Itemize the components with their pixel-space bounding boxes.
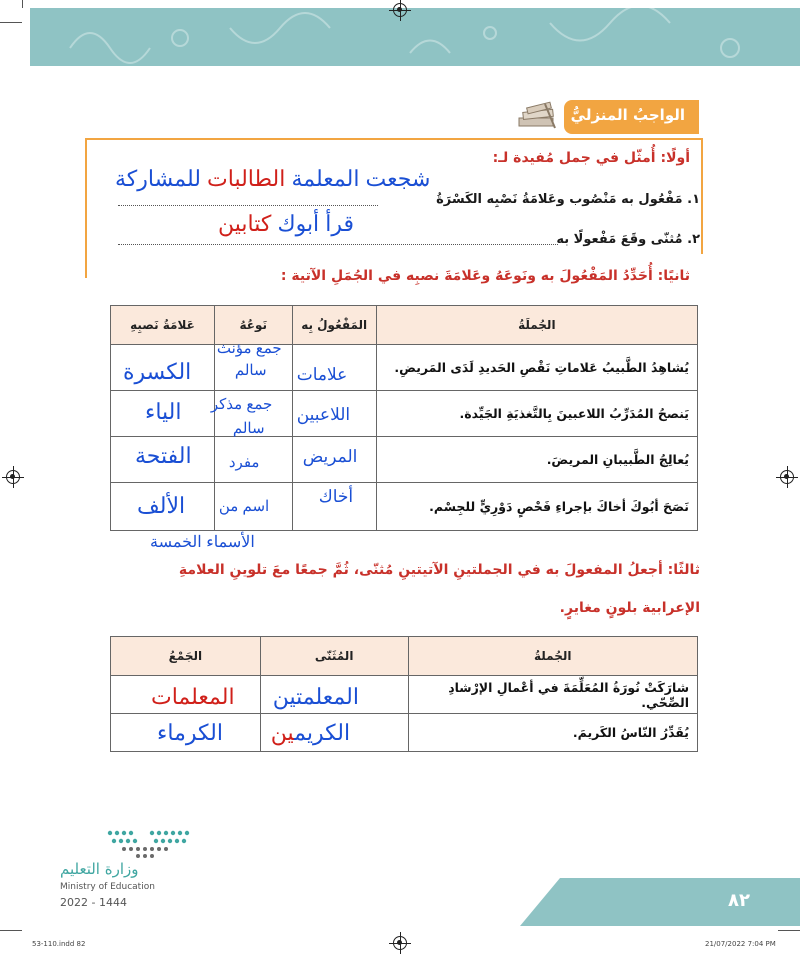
item1-answer-part: شجعت المعلمة (285, 166, 431, 191)
header-sign: عَلامَةُ نَصبِهِ (111, 306, 215, 345)
homework-tab (564, 100, 699, 134)
header-object: المَفْعُولُ بِه (292, 306, 376, 345)
object-cell (292, 483, 376, 531)
sentence-cell: يُقَدِّرُ النّاسُ الكَريمَ. (408, 714, 697, 752)
ministry-name-en: Ministry of Education (60, 882, 155, 892)
table-row (111, 391, 698, 437)
dual-cell (260, 714, 408, 752)
plural-cell (111, 676, 261, 714)
section2-title: ثانيًا: أُحَدِّدُ المَفْعُولَ به ونَوعَهُ وعَلامَةَ نصبِه في الجُمَلِ الآتية : (280, 268, 690, 284)
sign-cell (111, 345, 215, 391)
page-number: ٨٢ (728, 890, 750, 911)
dual-stem: الكريم (294, 720, 351, 745)
type-answer: مفرد (228, 454, 260, 471)
table-row (111, 483, 698, 531)
object-answer: أخاك (318, 487, 354, 506)
table-row (111, 437, 698, 483)
crop-mark (0, 930, 22, 931)
plural-cell (111, 714, 261, 752)
type-cell (214, 340, 292, 391)
crop-mark (778, 930, 800, 931)
object-answer: المريض (302, 447, 358, 466)
item1-answer-highlight: الطالبات (207, 166, 286, 191)
type-answer: سالم (232, 420, 265, 437)
section-frame-left (85, 138, 87, 278)
object-cell (292, 391, 376, 437)
plural-stem: الكرما (167, 720, 223, 745)
object-answer: اللاعبين (296, 405, 351, 424)
ministry-name-ar: وزارة التعليم (60, 860, 139, 878)
sentence-cell: يَنصحُ المُدَرِّبُ اللاعبينَ بِالتَّغذيَةِ الجَيِّدة. (376, 391, 697, 437)
file-slug: 53-110.indd 82 (32, 940, 86, 948)
plural-ending: ء (157, 720, 168, 745)
dual-ending: ين (272, 684, 297, 709)
section3-title-continued: الإعرابية بلونٍ مغايرٍ. (559, 600, 700, 616)
sign-answer: الياء (145, 399, 182, 424)
type-cell (210, 391, 292, 437)
type-answer: اسم من (218, 498, 270, 515)
dual-plural-table (110, 636, 698, 752)
header-sentence: الجُملةُ (408, 637, 697, 676)
item1-prompt: ١. مَفْعُول به مَنْصُوب وعَلامَةُ نَصْبِه الكَسْرَةُ (436, 192, 700, 207)
dual-answer (271, 720, 350, 746)
object-answer: علامات (296, 365, 348, 384)
answer-line (118, 205, 378, 206)
header-type: نَوعُهُ (214, 306, 292, 345)
item2-prompt: ٢. مُثنّى وقَعَ مَفْعولًا به (556, 232, 700, 247)
table-row (111, 676, 698, 714)
dual-cell (260, 676, 408, 714)
table-header-row (111, 306, 698, 345)
sign-answer: الكسرة (123, 359, 192, 384)
object-cell (292, 437, 376, 483)
registration-mark-icon (393, 3, 407, 17)
sentence-cell: نَصَحَ أبُوكَ أخاكَ بإجراءِ فَحْصٍ دَوْرِيٍّ للجِسْم. (376, 483, 697, 531)
item1-answer-part: للمشاركة (115, 166, 208, 191)
sign-answer: الألف (137, 493, 186, 518)
type-answer: سالم (234, 362, 267, 379)
type-cell (214, 483, 292, 531)
section3-title: ثالثًا: أجعلُ المفعولَ به في الجملتينِ الآتيتينِ مُثنّى، ثُمَّ جمعًا معَ تلوينِ العلامةِ (178, 562, 700, 578)
type-cell (214, 437, 292, 483)
header-plural: الجَمْعُ (111, 637, 261, 676)
registration-mark-icon (393, 936, 407, 950)
sign-cell (111, 437, 215, 483)
section1-title: أولًا: أُمثّل في جمل مُفيدة لـ: (492, 150, 690, 166)
plural-ending: ات (151, 684, 179, 709)
footer-band (560, 878, 800, 926)
homework-title: الواجبُ المنزليُّ (570, 106, 685, 124)
plural-stem: المعلم (178, 685, 235, 710)
edition-year: 2022 - 1444 (60, 896, 127, 909)
header-band (30, 8, 800, 66)
registration-mark-icon (6, 470, 20, 484)
type-answer: جمع مؤنث (216, 340, 282, 357)
item2-answer-highlight: كتابين (218, 211, 272, 236)
ministry-logo-icon (100, 825, 195, 859)
plural-answer (151, 684, 235, 710)
item1-answer (115, 166, 430, 192)
object-cell (292, 345, 376, 391)
dual-answer (273, 684, 359, 710)
sentence-cell: يُشاهِدُ الطَّبيبُ عَلاماتِ نَقْصِ الحَديدِ لَدَى المَريضِ. (376, 345, 697, 391)
header-sentence: الجُملَةُ (376, 306, 697, 345)
item2-answer (218, 211, 354, 237)
crop-mark (22, 0, 23, 8)
sign-cell (111, 391, 215, 437)
table-header-row (111, 637, 698, 676)
type-answer-continued: الأسماء الخمسة (150, 534, 255, 551)
answer-line (118, 244, 558, 245)
books-icon (515, 100, 559, 134)
file-timestamp: 21/07/2022 7:04 PM (705, 940, 776, 948)
sign-cell (111, 483, 215, 531)
sentence-cell: يُعالِجُ الطَّبيبانِ المريضَ. (376, 437, 697, 483)
object-table (110, 305, 698, 531)
header-dual: المُثَنّى (260, 637, 408, 676)
dual-stem: المعلمت (296, 684, 359, 709)
table-row (111, 345, 698, 391)
dual-ending: ين (270, 720, 295, 745)
crop-mark (0, 22, 22, 23)
decor-pattern-icon (30, 8, 800, 66)
item2-answer-part: قرأ أبوك (271, 211, 355, 236)
sentence-cell: شارَكَتْ نُورَةُ المُعَلِّمَةَ في أعْمالِ الإرْشادِ الصِّحّي. (408, 676, 697, 714)
plural-answer (157, 720, 223, 746)
type-answer: جمع مذكر (210, 396, 273, 413)
sign-answer: الفتحة (135, 443, 192, 468)
table-row (111, 714, 698, 752)
registration-mark-icon (780, 470, 794, 484)
